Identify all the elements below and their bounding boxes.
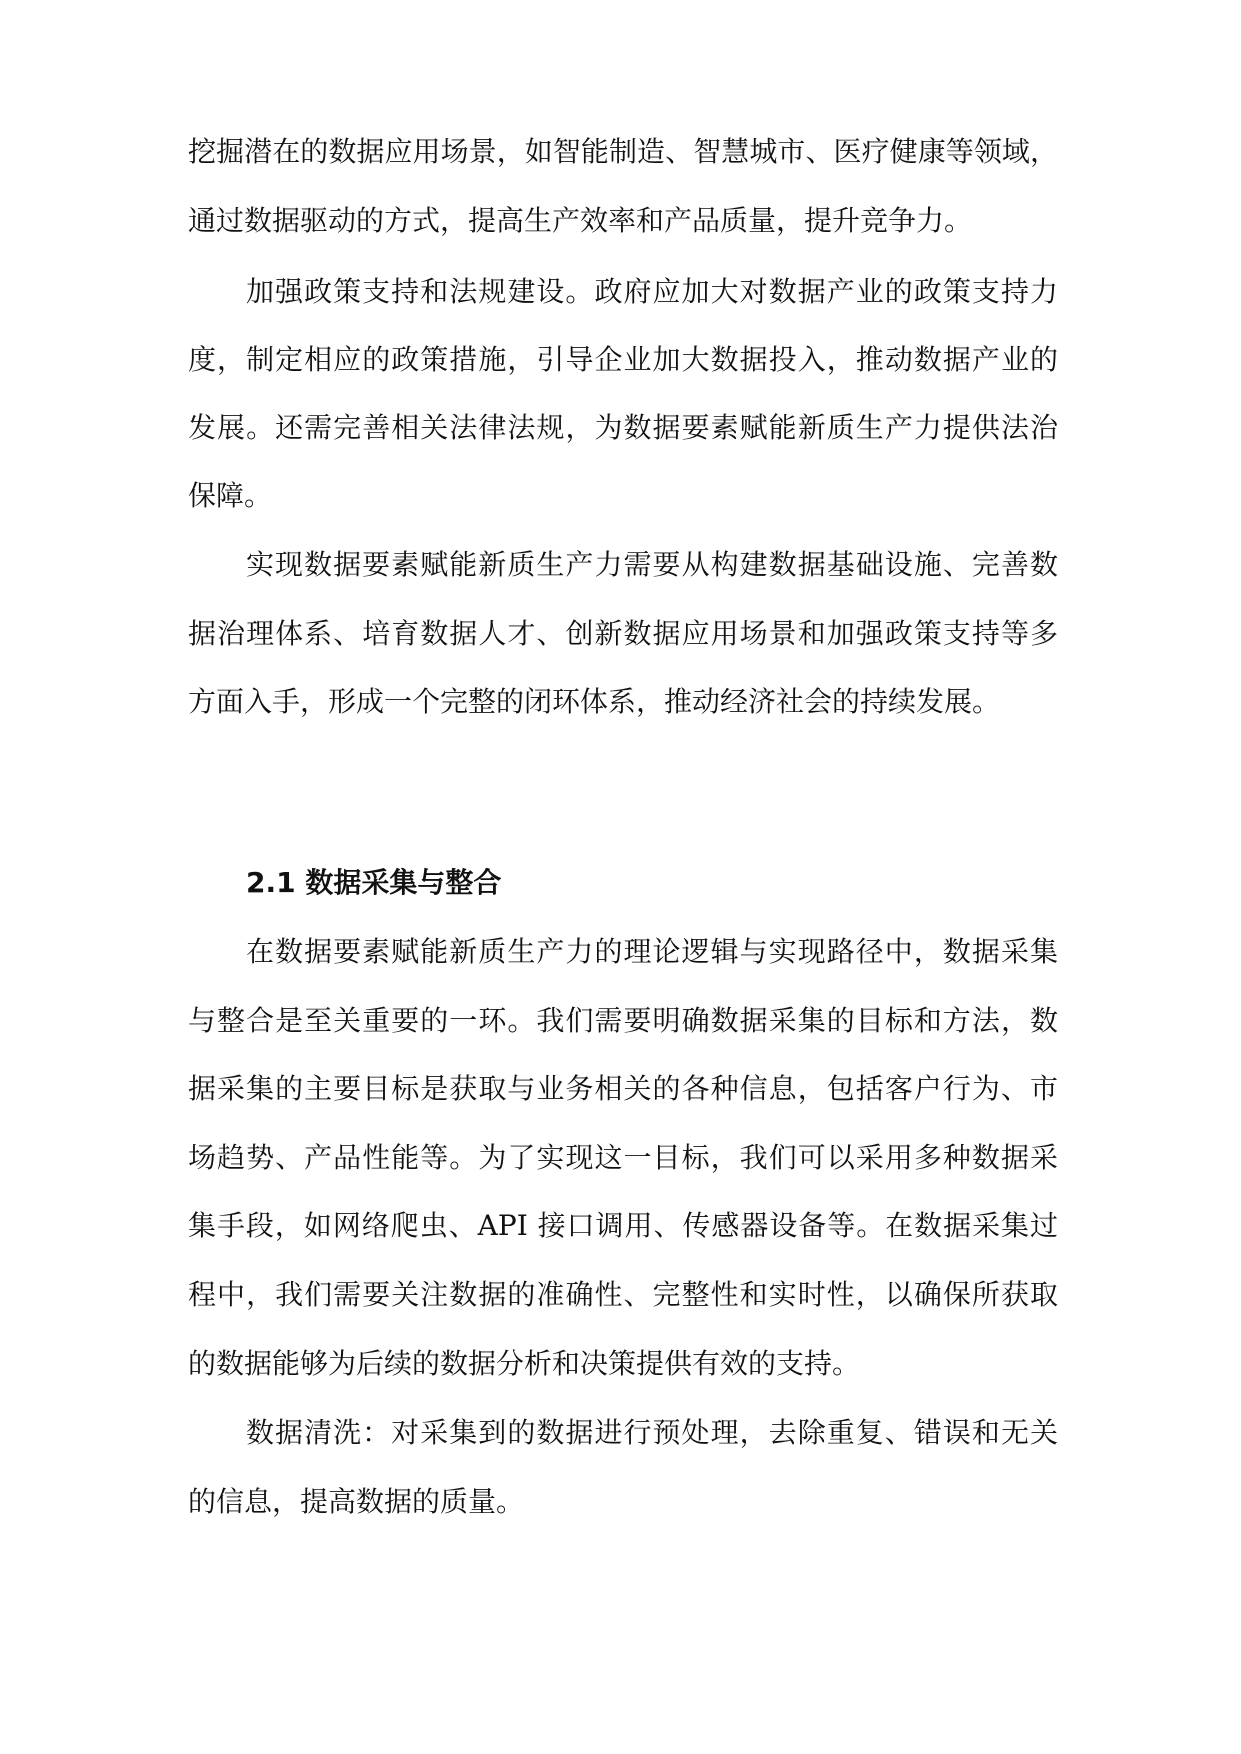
paragraph-4-line-7: 的数据能够为后续的数据分析和决策提供有效的支持。 xyxy=(188,1347,861,1380)
paragraph-3-line-3: 方面入手，形成一个完整的闭环体系，推动经济社会的持续发展。 xyxy=(188,685,1001,718)
paragraph-4-line-5: 集手段，如网络爬虫、API 接口调用、传感器设备等。在数据采集过 xyxy=(188,1209,1058,1242)
paragraph-2-line-3: 发展。还需完善相关法律法规，为数据要素赋能新质生产力提供法治 xyxy=(188,411,1058,444)
section-heading: 2.1 数据采集与整合 xyxy=(246,866,502,899)
paragraph-1-line-1: 挖掘潜在的数据应用场景，如智能制造、智慧城市、医疗健康等领域， xyxy=(188,135,1058,168)
paragraph-2-line-2: 度，制定相应的政策措施，引导企业加大数据投入，推动数据产业的 xyxy=(188,343,1058,376)
paragraph-5-line-1: 数据清洗：对采集到的数据进行预处理，去除重复、错误和无关 xyxy=(246,1416,1058,1449)
paragraph-3-line-2: 据治理体系、培育数据人才、创新数据应用场景和加强政策支持等多 xyxy=(188,617,1058,650)
paragraph-2-line-4: 保障。 xyxy=(188,479,273,512)
paragraph-4-line-1: 在数据要素赋能新质生产力的理论逻辑与实现路径中，数据采集 xyxy=(246,935,1058,968)
paragraph-3-line-1: 实现数据要素赋能新质生产力需要从构建数据基础设施、完善数 xyxy=(246,548,1058,581)
paragraph-1-line-2: 通过数据驱动的方式，提高生产效率和产品质量，提升竞争力。 xyxy=(188,204,973,237)
paragraph-4-line-3: 据采集的主要目标是获取与业务相关的各种信息，包括客户行为、市 xyxy=(188,1072,1058,1105)
paragraph-5-line-2: 的信息，提高数据的质量。 xyxy=(188,1485,525,1518)
paragraph-4-line-6: 程中，我们需要关注数据的准确性、完整性和实时性，以确保所获取 xyxy=(188,1278,1058,1311)
paragraph-4-line-4: 场趋势、产品性能等。为了实现这一目标，我们可以采用多种数据采 xyxy=(188,1141,1058,1174)
paragraph-2-line-1: 加强政策支持和法规建设。政府应加大对数据产业的政策支持力 xyxy=(246,275,1058,308)
paragraph-4-line-2: 与整合是至关重要的一环。我们需要明确数据采集的目标和方法，数 xyxy=(188,1004,1058,1037)
